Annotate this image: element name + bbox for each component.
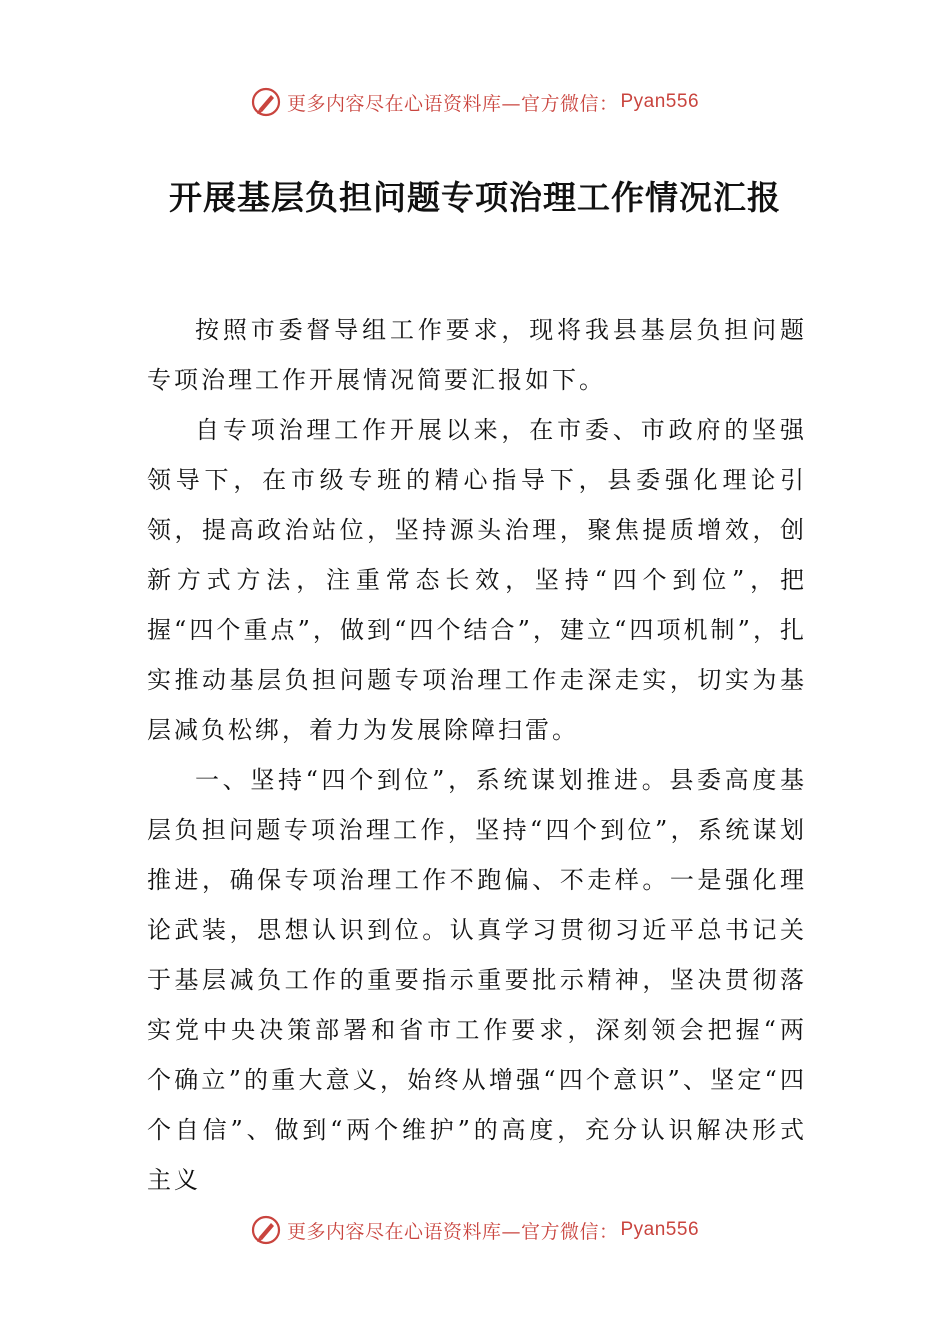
- document-title: 开展基层负担问题专项治理工作情况汇报: [169, 178, 781, 217]
- pen-circle-logo-icon: [251, 1215, 281, 1245]
- paragraph-overview: 自专项治理工作开展以来，在市委、市政府的坚强领导下，在市级专班的精心指导下，县委强化理论引领，提高政治站位，坚持源头治理，聚焦提质增效，创新方式方法，注重常态长效，坚持“四个到位”，把握“四个重点”，做到“四个结合”，建立“四项机制”，扎实推动基层负担问题专项治理工作走深走实，切实为基层减负松绑，着力为发展除障扫雷。: [147, 416, 807, 744]
- pen-circle-logo-icon: [251, 87, 281, 117]
- footer-watermark: [0, 1210, 950, 1250]
- header-watermark: [0, 82, 950, 122]
- watermark-wechat-id: Pyan556: [620, 91, 700, 112]
- watermark-text: 更多内容尽在心语资料库—官方微信：: [286, 1220, 619, 1243]
- paragraph-section-one: 一、坚持“四个到位”，系统谋划推进。县委高度基层负担问题专项治理工作，坚持“四个到位”，系统谋划推进，确保专项治理工作不跑偏、不走样。一是强化理论武装，思想认识到位。认真学习贯彻习近平总书记关于基层减负工作的重要指示重要批示精神，坚决贯彻落实党中央决策部署和省市工作要求，深刻领会把握“两个确立”的重大意义，始终从增强“四个意识”、坚定“四个自信”、做到“两个维护”的高度，充分认识解决形式主义: [147, 766, 807, 1194]
- document-body: [147, 305, 807, 1205]
- watermark-text: 更多内容尽在心语资料库—官方微信：: [286, 92, 619, 115]
- watermark-wechat-id: Pyan556: [620, 1219, 700, 1240]
- paragraph-intro: 按照市委督导组工作要求，现将我县基层负担问题专项治理工作开展情况简要汇报如下。: [147, 316, 807, 394]
